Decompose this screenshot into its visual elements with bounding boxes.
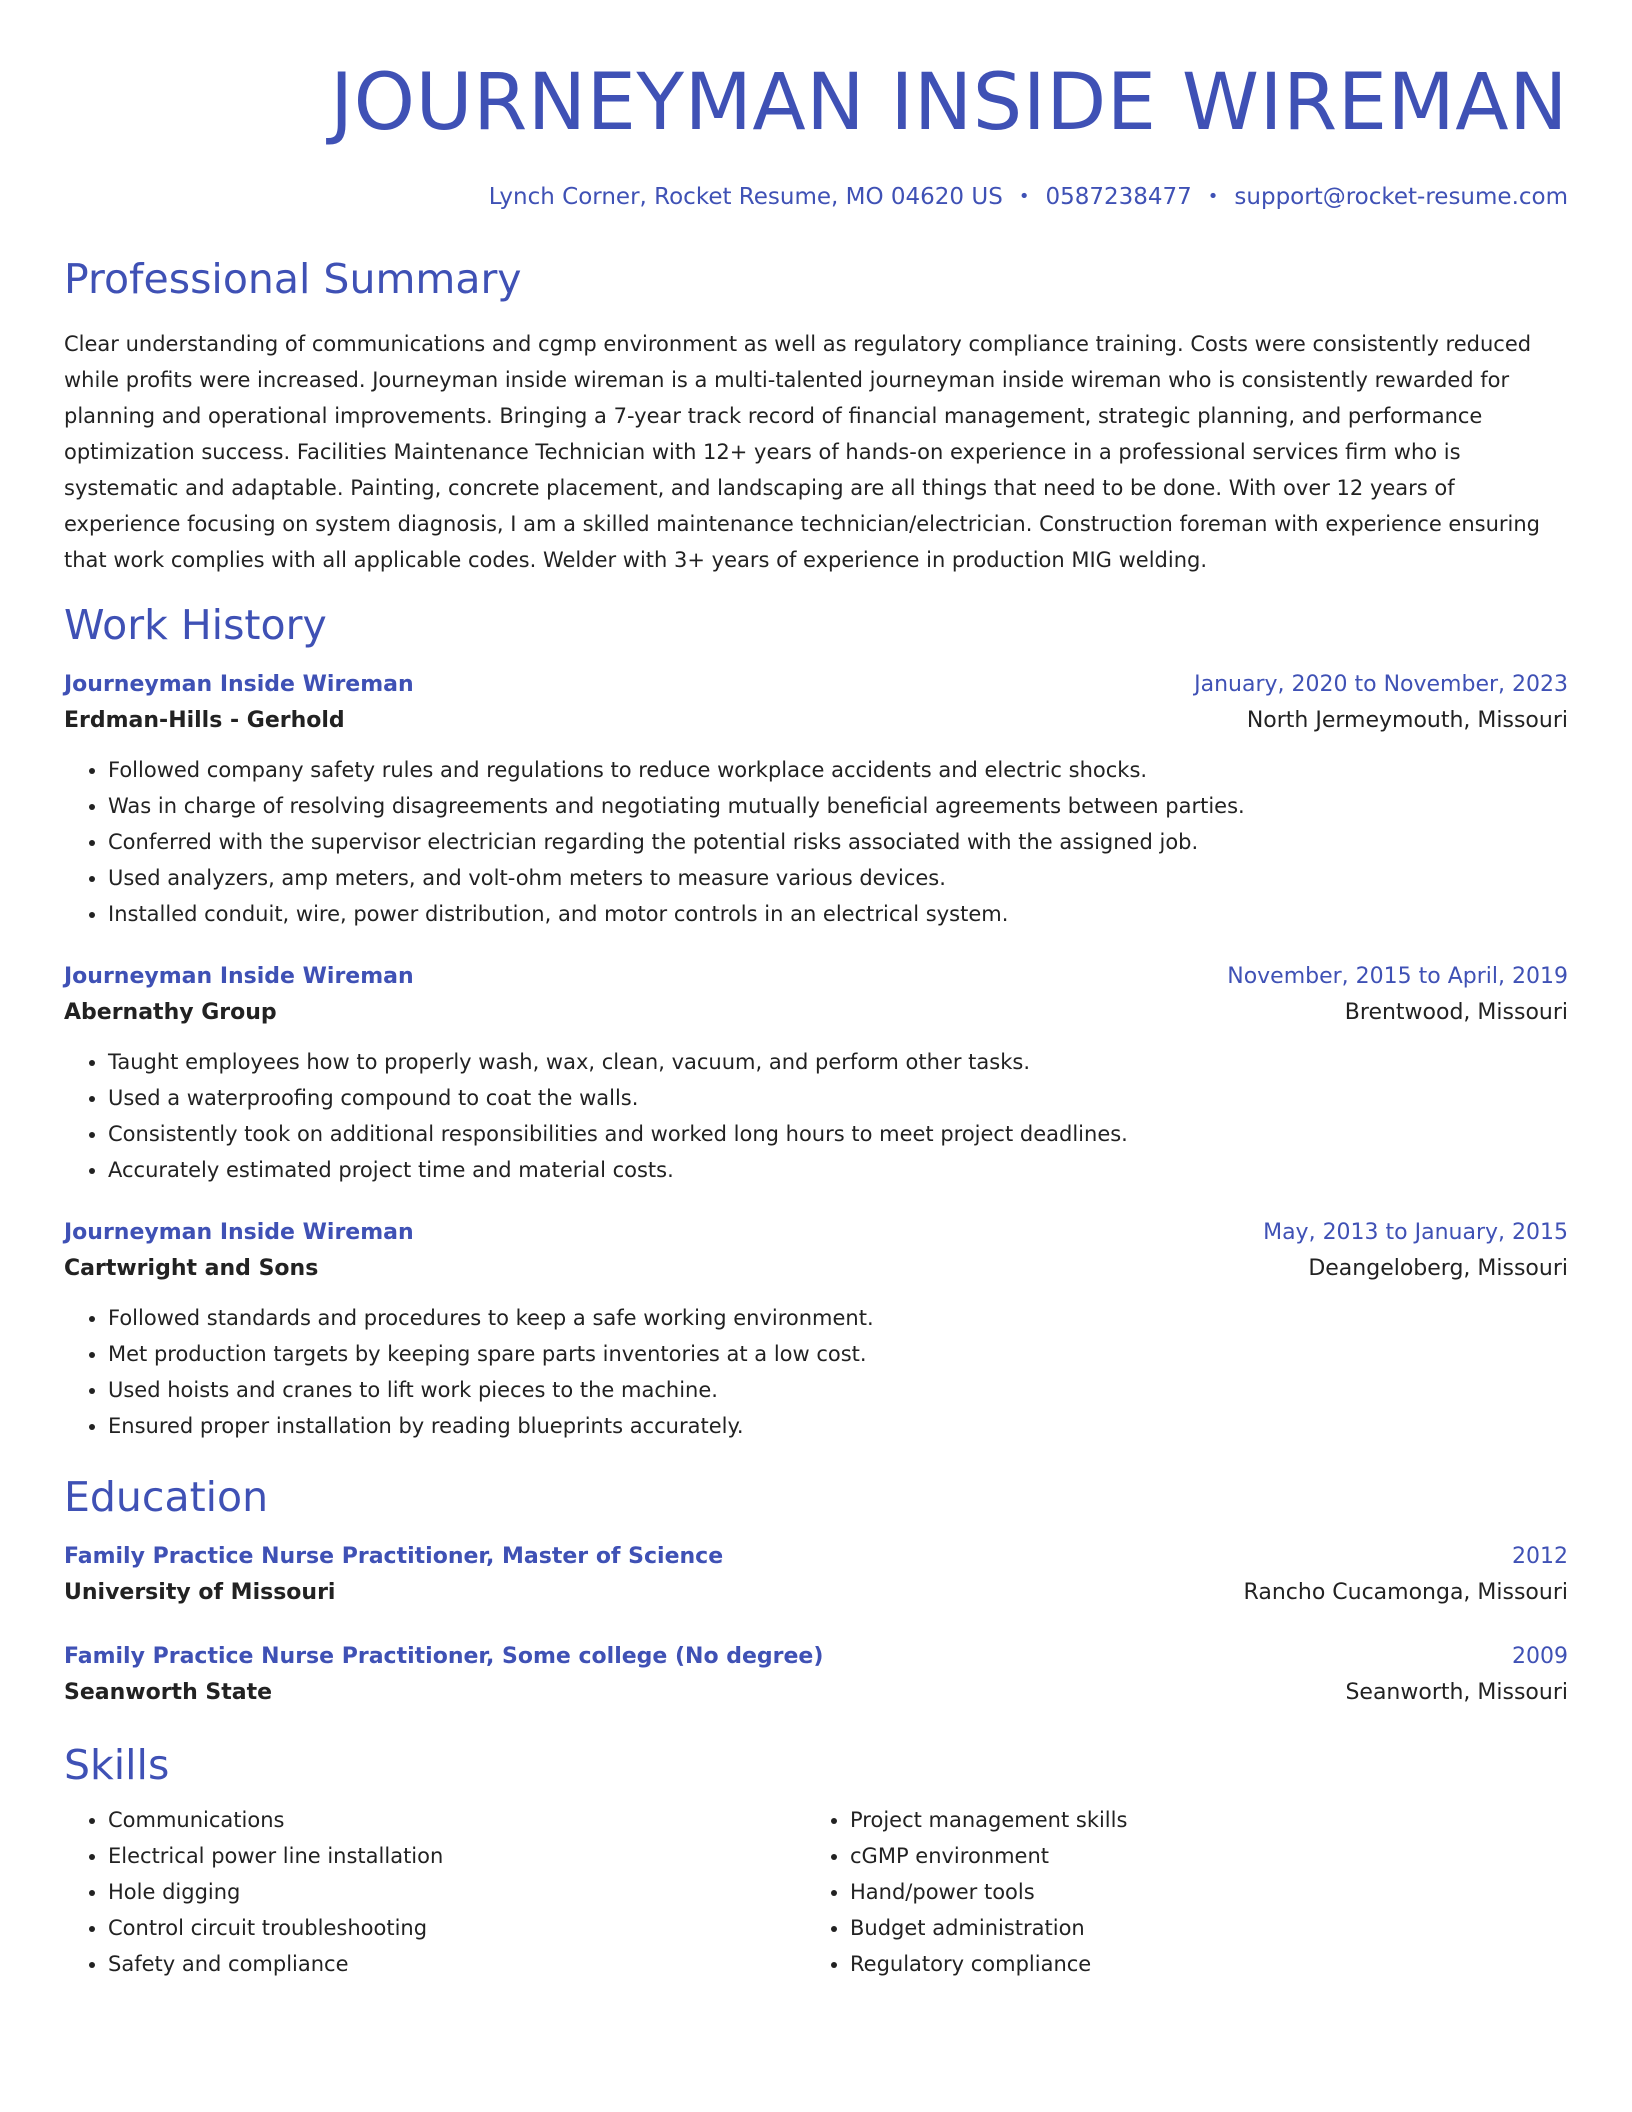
- skill-item: • Control circuit troubleshooting: [108, 1910, 806, 1946]
- contact-email: support@rocket-resume.com: [1234, 184, 1568, 210]
- resume-page: [64, 0, 1568, 1982]
- education-degree: Family Practice Nurse Practitioner, Master of Science: [64, 1544, 724, 1569]
- education-year: 2012: [1512, 1544, 1568, 1569]
- candidate-name: JOURNEYMAN INSIDE WIREMAN: [330, 58, 1568, 148]
- education-location: Rancho Cucamonga, Missouri: [1243, 1580, 1568, 1605]
- education-entry: [64, 1640, 1568, 1712]
- contact-line: [64, 182, 1568, 212]
- skills-column-right: [806, 1802, 1548, 1982]
- summary-heading: Professional Summary: [64, 255, 522, 303]
- job-company: Erdman-Hills - Gerhold: [64, 708, 345, 733]
- job-company: Abernathy Group: [64, 1000, 277, 1025]
- job-location: Brentwood, Missouri: [1344, 1000, 1568, 1025]
- job-bullet: • Accurately estimated project time and material costs.: [108, 1152, 1568, 1188]
- job-entry: [64, 1216, 1568, 1444]
- job-bullet: • Followed standards and procedures to keep a safe working environment.: [108, 1300, 1568, 1336]
- job-bullet: • Used a waterproofing compound to coat the walls.: [108, 1080, 1568, 1116]
- job-bullet: • Used hoists and cranes to lift work pieces to the machine.: [108, 1372, 1568, 1408]
- education-school: Seanworth State: [64, 1680, 273, 1705]
- job-entry: [64, 668, 1568, 932]
- job-dates: January, 2020 to November, 2023: [1194, 672, 1568, 697]
- skill-item: • Hole digging: [108, 1874, 806, 1910]
- job-bullet: • Taught employees how to properly wash, wax, clean, vacuum, and perform other tasks.: [108, 1044, 1568, 1080]
- job-title: Journeyman Inside Wireman: [64, 964, 414, 989]
- education-degree: Family Practice Nurse Practitioner, Some college (No degree): [64, 1644, 824, 1669]
- job-bullet: • Was in charge of resolving disagreements and negotiating mutually beneficial agreements between parties.: [108, 788, 1568, 824]
- education-heading: Education: [64, 1473, 269, 1521]
- skills-list: [64, 1802, 1568, 1982]
- job-location: Deangeloberg, Missouri: [1308, 1256, 1568, 1281]
- skill-item: • Hand/power tools: [850, 1874, 1548, 1910]
- contact-separator: •: [1018, 186, 1030, 207]
- job-bullets: [64, 1300, 1568, 1444]
- skill-item: • Electrical power line installation: [108, 1838, 806, 1874]
- summary-text: Clear understanding of communications and cgmp environment as well as regulatory compliance training. Costs were consistently reduced while profits were increased. Journeyman inside wireman is a multi-talented journeyman inside wireman who is consistently rewarded for planning and operational improvements. Bringing a 7-year track record of financial management, strategic planning, and performance optimization success. Facilities Maintenance Technician with 12+ years of hands-on experience in a professional services firm who is systematic and adaptable. Painting, concrete placement, and landscaping are all things that need to be done. With over 12 years of experience focusing on system diagnosis, I am a skilled maintenance technician/electrician. Construction foreman with experience ensuring that work complies with all applicable codes. Welder with 3+ years of experience in production MIG welding.: [64, 332, 1540, 572]
- job-title: Journeyman Inside Wireman: [64, 672, 414, 697]
- job-bullet: • Conferred with the supervisor electrician regarding the potential risks associated with the assigned job.: [108, 824, 1568, 860]
- job-company: Cartwright and Sons: [64, 1256, 319, 1281]
- education-school: University of Missouri: [64, 1580, 336, 1605]
- job-bullet: • Installed conduit, wire, power distribution, and motor controls in an electrical system.: [108, 896, 1568, 932]
- education-location: Seanworth, Missouri: [1345, 1680, 1568, 1705]
- skill-item: • Project management skills: [850, 1802, 1548, 1838]
- contact-phone: 0587238477: [1045, 184, 1192, 210]
- job-bullet: • Consistently took on additional responsibilities and worked long hours to meet project deadlines.: [108, 1116, 1568, 1152]
- skill-item: • Safety and compliance: [108, 1946, 806, 1982]
- skills-column-left: [64, 1802, 806, 1982]
- job-bullets: [64, 1044, 1568, 1188]
- job-bullet: • Followed company safety rules and regulations to reduce workplace accidents and electric shocks.: [108, 752, 1568, 788]
- job-title: Journeyman Inside Wireman: [64, 1220, 414, 1245]
- education-year: 2009: [1512, 1644, 1568, 1669]
- work-history-heading: Work History: [64, 601, 327, 649]
- education-entry: [64, 1540, 1568, 1612]
- job-bullet: • Met production targets by keeping spare parts inventories at a low cost.: [108, 1336, 1568, 1372]
- job-bullet: • Used analyzers, amp meters, and volt-ohm meters to measure various devices.: [108, 860, 1568, 896]
- job-bullet: • Ensured proper installation by reading blueprints accurately.: [108, 1408, 1568, 1444]
- contact-separator: •: [1207, 186, 1219, 207]
- job-location: North Jermeymouth, Missouri: [1246, 708, 1568, 733]
- job-entry: [64, 960, 1568, 1188]
- job-dates: November, 2015 to April, 2019: [1227, 964, 1568, 989]
- skill-item: • Regulatory compliance: [850, 1946, 1548, 1982]
- job-dates: May, 2013 to January, 2015: [1263, 1220, 1568, 1245]
- skill-item: • Communications: [108, 1802, 806, 1838]
- job-bullets: [64, 752, 1568, 932]
- skill-item: • cGMP environment: [850, 1838, 1548, 1874]
- skill-item: • Budget administration: [850, 1910, 1548, 1946]
- skills-heading: Skills: [64, 1741, 170, 1789]
- contact-address: Lynch Corner, Rocket Resume, MO 04620 US: [488, 184, 1003, 210]
